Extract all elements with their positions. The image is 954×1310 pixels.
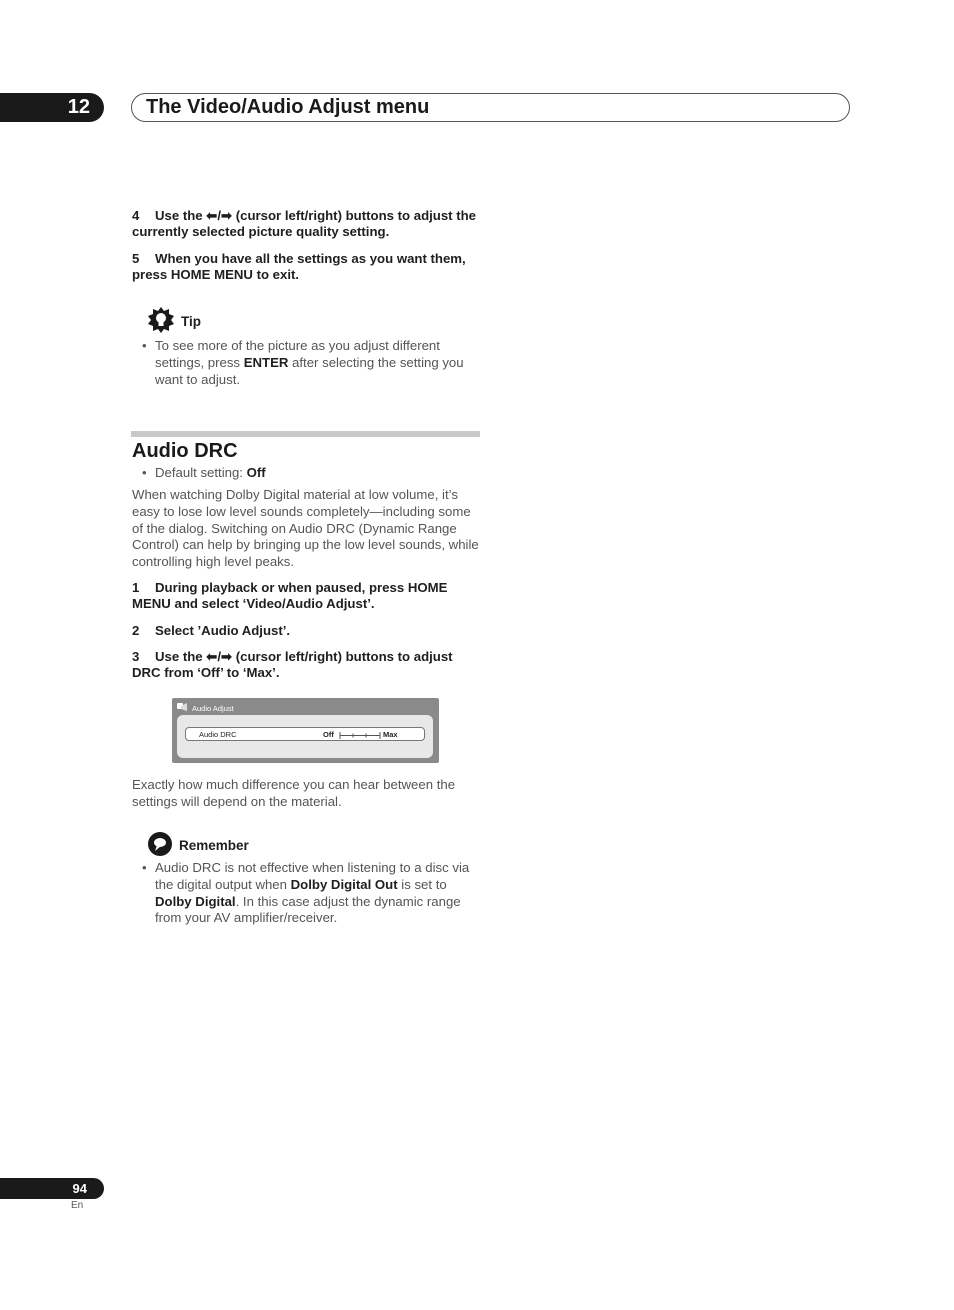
audio-drc-label: Audio DRC	[199, 730, 237, 739]
remember-text-2: is set to	[397, 876, 447, 892]
step-number: 2	[132, 623, 140, 638]
step-text: Select ’Audio Adjust’.	[155, 623, 291, 638]
section-intro: When watching Dolby Digital material at low volume, it’s easy to lose low level sounds completely—including some of the dialog. Switching on Audio DRC (Dynamic Range Control) can help by bringing up the low level sounds, while controlling high level peaks.	[132, 487, 479, 570]
tip-text: To see more of the picture as you adjust different settings, press	[155, 338, 440, 370]
remember-text-3: . In this case adjust the dynamic range from your AV amplifier/receiver.	[155, 893, 461, 926]
default-setting-label: Default setting:	[155, 465, 247, 480]
screen-title-bar	[176, 701, 234, 715]
step-1	[132, 580, 480, 612]
chapter-number: 12	[67, 96, 90, 118]
after-screen-text: Exactly how much difference you can hear between the settings will depend on the material.	[132, 777, 456, 809]
page-language: En	[71, 1200, 84, 1211]
step-text: During playback or when paused, press HOME MENU and select ‘Video/Audio Adjust’.	[132, 580, 448, 611]
remember-text-1: Audio DRC is not effective when listening to a disc via the digital output when	[155, 860, 470, 892]
audio-adjust-screen	[172, 698, 439, 763]
step-text: Use the ⬅/➡ (cursor left/right) buttons to adjust DRC from ‘Off’ to ‘Max’.	[132, 649, 453, 680]
speaker-icon	[176, 702, 188, 714]
tip-text-end: after selecting the setting you want to adjust.	[155, 354, 464, 387]
page-number-tab	[0, 1178, 104, 1199]
dolby-digital-label: Dolby Digital	[155, 893, 236, 909]
drc-min-label: Off	[323, 730, 334, 739]
remember-bullet	[142, 860, 480, 927]
remember-label: Remember	[179, 838, 249, 853]
drc-slider[interactable]	[339, 731, 381, 742]
step-number: 5	[132, 251, 140, 266]
page-number: 94	[72, 1181, 87, 1196]
chapter-header	[131, 93, 850, 122]
speech-bubble-icon	[147, 831, 173, 860]
step-4	[132, 208, 480, 240]
step-3	[132, 649, 480, 681]
remember-heading	[147, 831, 249, 860]
audio-drc-row[interactable]	[185, 727, 425, 741]
dolby-digital-out-label: Dolby Digital Out	[290, 876, 398, 892]
step-text: When you have all the settings as you want them, press HOME MENU to exit.	[132, 251, 466, 282]
step-text: Use the ⬅/➡ (cursor left/right) buttons to adjust the currently selected picture quality setting.	[132, 208, 477, 239]
lightbulb-icon	[147, 306, 175, 337]
step-5	[132, 251, 480, 283]
chapter-number-tab	[0, 93, 104, 122]
section-title: Audio DRC	[132, 440, 238, 462]
drc-max-label: Max	[383, 730, 398, 739]
screen-title: Audio Adjust	[192, 703, 234, 713]
tip-label: Tip	[181, 314, 201, 329]
section-divider	[131, 431, 480, 437]
default-setting-value: Off	[246, 465, 266, 480]
default-setting	[142, 465, 480, 482]
step-number: 4	[132, 208, 140, 223]
step-number: 1	[132, 580, 140, 595]
step-number: 3	[132, 649, 140, 664]
step-2	[132, 623, 480, 639]
enter-key-label: ENTER	[243, 354, 289, 370]
tip-bullet	[142, 338, 480, 388]
tip-heading	[147, 306, 201, 337]
screen-panel	[177, 715, 433, 758]
page-title: The Video/Audio Adjust menu	[146, 96, 430, 118]
